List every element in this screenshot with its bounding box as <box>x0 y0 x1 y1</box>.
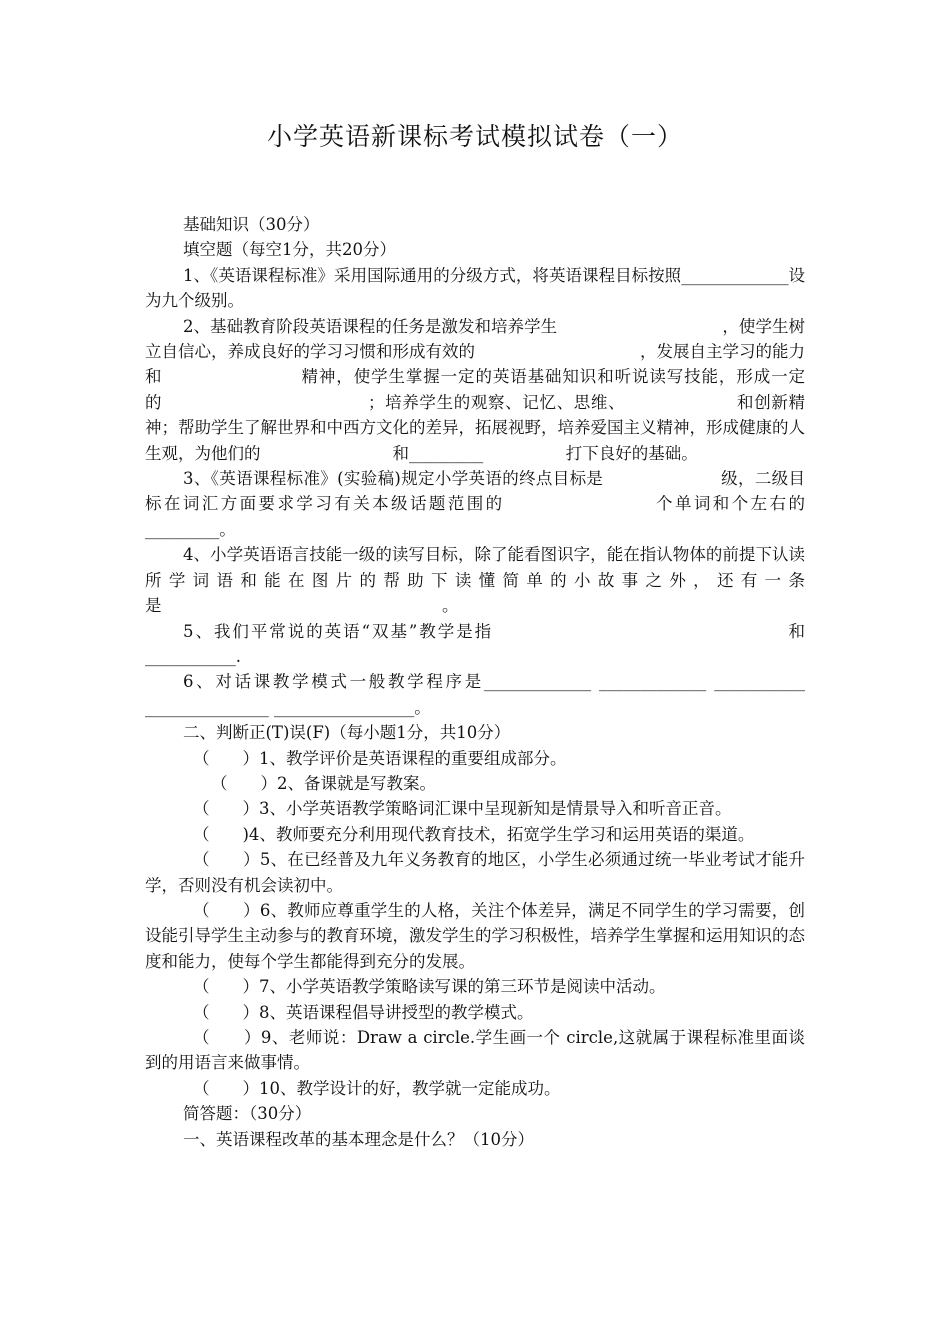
fill-blank-question-3: 3、《英语课程标准》(实验稿)规定小学英语的终点目标是 级，二级目标在词汇方面要求学习有关本级话题范围的 个单词和个左右的_________。 <box>145 469 805 539</box>
fill-blank-question-1: 1、《英语课程标准》采用国际通用的分级方式，将英语课程目标按照_____________设为九个级别。 <box>145 265 805 311</box>
true-false-question-2: （ ）2、备课就是写教案。 <box>211 773 436 793</box>
true-false-question-5: （ ）5、在已经普及九年义务教育的地区，小学生必须通过统一毕业考试才能升学，否则没有机会读初中。 <box>145 850 805 895</box>
document-title: 小学英语新课标考试模拟试卷（一） <box>266 122 683 151</box>
true-false-question-3: （ ）3、小学英语教学策略词汇课中呈现新知是情景导入和听音正音。 <box>193 799 732 819</box>
section-heading-basic-knowledge: 基础知识（30分） <box>183 215 320 234</box>
document-body <box>145 212 805 1152</box>
subsection-heading-true-false: 二、判断正(T)误(F)（每小题1分，共10分） <box>183 723 511 743</box>
short-answer-question-1: 一、英语课程改革的基本理念是什么？（10分） <box>183 1129 534 1149</box>
fill-blank-question-2: 2、基础教育阶段英语课程的任务是激发和培养学生 ，使学生树立自信心，养成良好的学习习惯和形成有效的 ，发展自主学习的能力和 精神，使学生掌握一定的英语基础知识和听说读写技能，形成一定的 ；培养学生的观察、记忆、思维、 和创新精神；帮助学生了解世界和中西方文化的差异，拓展视野，培养爱国主义精神，形成健康的人生观，为他们的 和_________ 打下良好的基础。 <box>145 316 805 463</box>
fill-blank-question-4: 4、小学英语语言技能一级的读写目标，除了能看图识字，能在指认物体的前提下认读所学词语和能在图片的帮助下读懂简单的小故事之外，还有一条是 。 <box>145 545 805 616</box>
true-false-question-6: （ ）6、教师应尊重学生的人格，关注个体差异，满足不同学生的学习需要，创设能引导学生主动参与的教育环境，激发学生的学习积极性，培养学生掌握和运用知识的态度和能力，使每个学生都能得到充分的发展。 <box>145 900 805 971</box>
true-false-question-1: （ ）1、教学评价是英语课程的重要组成部分。 <box>193 748 567 768</box>
subsection-heading-fill-blank: 填空题（每空1分，共20分） <box>183 240 396 260</box>
true-false-question-7: （ ）7、小学英语教学策略读写课的第三环节是阅读中活动。 <box>193 977 666 997</box>
true-false-question-8: （ ）8、英语课程倡导讲授型的教学模式。 <box>193 1002 534 1022</box>
true-false-question-9: （ ）9、老师说：Draw a circle.学生画一个 circle,这就属于课程标准里面谈到的用语言来做事情。 <box>145 1028 805 1073</box>
section-heading-short-answer: 简答题：（30分） <box>183 1104 312 1124</box>
true-false-question-10: （ ）10、教学设计的好，教学就一定能成功。 <box>193 1078 561 1098</box>
true-false-question-4: （ )4、教师要充分利用现代教育技术，拓宽学生学习和运用英语的渠道。 <box>193 824 755 844</box>
fill-blank-question-6: 6、对话课教学模式一般教学程序是_____________ _____________ ___________ _______________ _________________。 <box>145 672 805 717</box>
fill-blank-question-5: 5、我们平常说的英语“双基”教学是指 和 ___________. <box>145 621 805 666</box>
